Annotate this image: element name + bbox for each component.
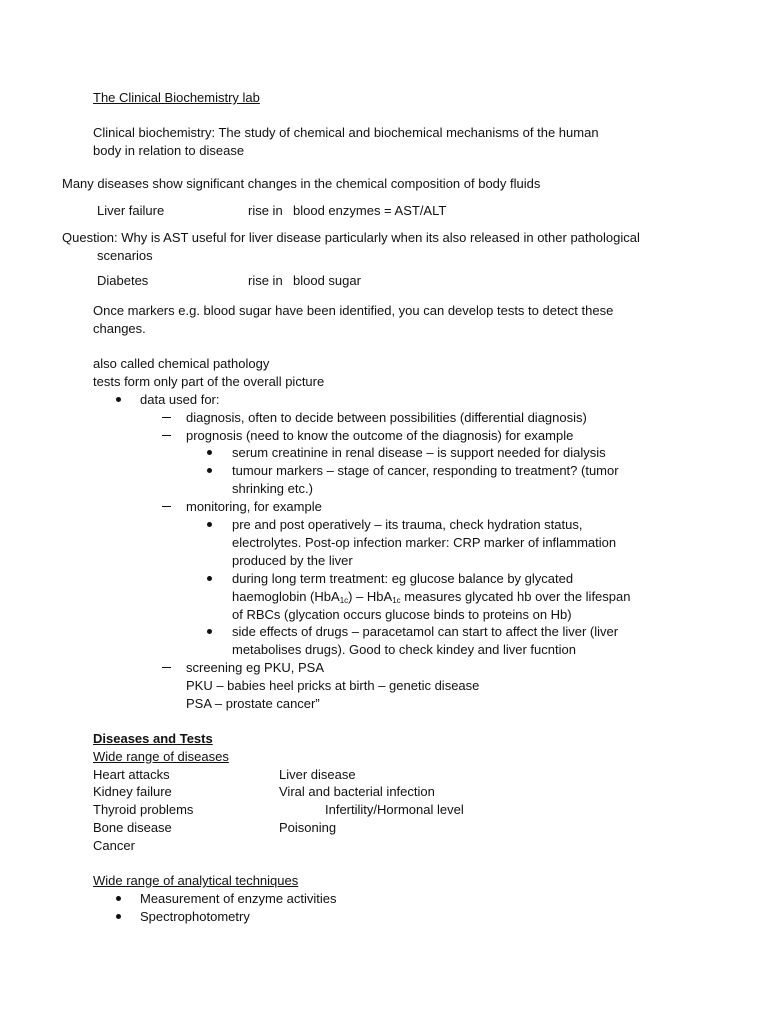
- monitoring-postop-line-2: electrolytes. Post-op infection marker: CRP marker of inflammation: [232, 535, 617, 550]
- screening-psa: PSA – prostate cancer”: [186, 696, 320, 711]
- dash-icon: [162, 506, 171, 507]
- screening-pku: PKU – babies heel pricks at birth – genetic disease: [186, 678, 480, 693]
- monitoring-glucose-line-2: haemoglobin (HbA$_{1c}$) – HbA$_{1c}$ measures glycated hb over the lifespan: [232, 589, 631, 605]
- page-title: The Clinical Biochemistry lab: [93, 90, 260, 105]
- screening-item: screening eg PKU, PSA: [186, 660, 325, 675]
- bullet-icon: [116, 397, 121, 402]
- techniques-heading: Wide range of analytical techniques: [93, 873, 299, 888]
- note-line-1: also called chemical pathology: [93, 356, 270, 371]
- disease-left-item: Cancer: [93, 838, 135, 853]
- disease-left-item: Bone disease: [93, 820, 172, 835]
- dash-icon: [162, 667, 171, 668]
- bullet-icon: [116, 914, 121, 919]
- intro-text: Many diseases show significant changes in the chemical composition of body fluids: [62, 176, 541, 191]
- disease-right-item: Liver disease: [279, 767, 356, 782]
- diseases-subheading: Wide range of diseases: [93, 749, 229, 764]
- dash-icon: [162, 435, 171, 436]
- prognosis-tumour-line-1: tumour markers – stage of cancer, responding to treatment? (tumor: [232, 463, 619, 478]
- example-diabetes-marker: blood sugar: [293, 273, 361, 288]
- disease-right-item: Poisoning: [279, 820, 337, 835]
- technique-item: Measurement of enzyme activities: [140, 891, 337, 906]
- disease-left-item: Thyroid problems: [93, 802, 194, 817]
- monitoring-glucose-line-3: of RBCs (glycation occurs glucose binds to proteins on Hb): [232, 607, 572, 622]
- prognosis-creatinine: serum creatinine in renal disease – is support needed for dialysis: [232, 445, 606, 460]
- monitoring-drugs-line-1: side effects of drugs – paracetamol can start to affect the liver (liver: [232, 624, 619, 639]
- markers-line-2: changes.: [93, 321, 146, 336]
- diseases-heading: Diseases and Tests: [93, 731, 213, 746]
- question-line-1: Question: Why is AST useful for liver disease particularly when its also released in other pathological: [62, 230, 640, 245]
- technique-item: Spectrophotometry: [140, 909, 250, 924]
- monitoring-item: monitoring, for example: [186, 499, 322, 514]
- disease-left-item: Kidney failure: [93, 784, 172, 799]
- dash-icon: [162, 417, 171, 418]
- diagnosis-item: diagnosis, often to decide between possibilities (differential diagnosis): [186, 410, 587, 425]
- bullet-icon: [116, 896, 121, 901]
- disease-right-item: Viral and bacterial infection: [279, 784, 435, 799]
- bullet-icon: [207, 450, 212, 455]
- data-used-label: data used for:: [140, 392, 220, 407]
- bullet-icon: [207, 468, 212, 473]
- definition-line-2: body in relation to disease: [93, 143, 245, 158]
- definition-line-1: Clinical biochemistry: The study of chemical and biochemical mechanisms of the human: [93, 125, 599, 140]
- example-diabetes-condition: Diabetes: [97, 273, 149, 288]
- bullet-icon: [207, 576, 212, 581]
- example-diabetes-change: rise in: [248, 273, 283, 288]
- bullet-icon: [207, 629, 212, 634]
- bullet-icon: [207, 522, 212, 527]
- prognosis-item: prognosis (need to know the outcome of the diagnosis) for example: [186, 428, 574, 443]
- monitoring-drugs-line-2: metabolises drugs). Good to check kindey and liver fucntion: [232, 642, 576, 657]
- monitoring-glucose-line-1: during long term treatment: eg glucose balance by glycated: [232, 571, 574, 586]
- example-liver-condition: Liver failure: [97, 203, 165, 218]
- example-liver-change: rise in: [248, 203, 283, 218]
- disease-right-item: Infertility/Hormonal level: [325, 802, 464, 817]
- monitoring-postop-line-3: produced by the liver: [232, 553, 353, 568]
- question-line-2: scenarios: [97, 248, 153, 263]
- markers-line-1: Once markers e.g. blood sugar have been identified, you can develop tests to detect these: [93, 303, 614, 318]
- prognosis-tumour-line-2: shrinking etc.): [232, 481, 313, 496]
- disease-left-item: Heart attacks: [93, 767, 170, 782]
- example-liver-marker: blood enzymes = AST/ALT: [293, 203, 447, 218]
- note-line-2: tests form only part of the overall picture: [93, 374, 325, 389]
- monitoring-postop-line-1: pre and post operatively – its trauma, check hydration status,: [232, 517, 583, 532]
